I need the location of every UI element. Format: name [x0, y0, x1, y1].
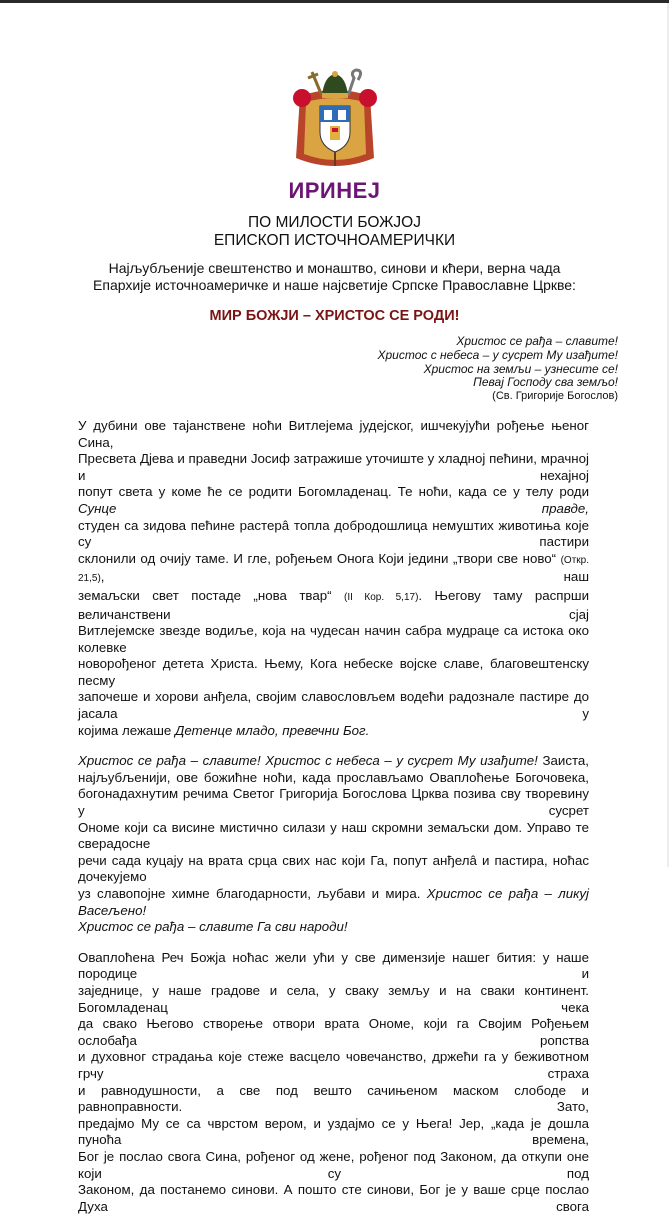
- title-line-1: ПО МИЛОСТИ БОЖЈОЈ: [248, 214, 421, 231]
- text-line: и равнодушности, а све под вешто сачињеном маском слободе и равноправности. Зато,: [78, 1082, 589, 1115]
- text-line: и духовног страдања које стеже васцело човечанство, држећи га у беживотном грчу страха: [78, 1049, 589, 1081]
- text-run: попут света у коме ће се родити Богомладенац. Те ноћи, када се у телу роди: [78, 484, 589, 500]
- text-line: У дубини ове тајанствене ноћи Витлејема јудејског, ишчекујући рођење њеног Сина,: [78, 417, 589, 450]
- text-run: уз славопојне химне благодарности, љубави и мира.: [78, 886, 427, 902]
- text-line: [78, 753, 589, 770]
- text-line: речи сада куцају на врата срца свих нас који Га, попут анђелâ и пастира, ноћас дочекујемо: [78, 852, 589, 885]
- window-top-bar: [0, 0, 669, 3]
- scripture-reference: (Откр. 21,5): [78, 554, 589, 585]
- text-line: заједнице, у наше градове и села, у сваку земљу и на сваки континент. Богомладенац чека: [78, 982, 589, 1015]
- epigraph-line: Певај Господу сва земљо!: [473, 375, 618, 390]
- text-run: , наш: [100, 569, 589, 585]
- italic-run: Христос се рађа – славите! Христос с небеса – у сусрет Му изађите!: [78, 753, 538, 769]
- italic-run: Христос се рађа – ликуј Васељено!: [78, 886, 589, 918]
- title-line-2: ЕПИСКОП ИСТОЧНОАМЕРИЧКИ: [213, 232, 456, 249]
- epigraph-line: Христос с небеса – у сусрет Му изађите!: [377, 347, 618, 362]
- text-line: да свако Његово створење отвори врата Ономе, који га Својим Рођењем ослобађа ропства: [78, 1016, 589, 1048]
- text-line: започеше и хорови анђела, својим славословљем водећи радознале пастире до јасала у: [78, 689, 589, 722]
- bishop-name: ИРИНЕЈ: [288, 178, 381, 203]
- scripture-reference: (II Кор. 5,17): [343, 591, 419, 603]
- epigraph-source: (Св. Григорије Богослов): [492, 390, 618, 403]
- paragraph-2: [78, 753, 589, 936]
- text-line: Бог је послао свога Сина, рођеног од жене, рођеног под Законом, да откупи оне који су под: [78, 1148, 589, 1181]
- text-run: земаљски свет постаде „нова твар“: [78, 587, 344, 603]
- text-line: новорођеног детета Христа. Њему, Кога небеске војске славе, благовештенску песму: [78, 656, 589, 688]
- text-run: . Његову таму распрши величанствени сјај: [78, 587, 589, 622]
- text-line: [78, 723, 589, 740]
- text-line: [78, 484, 589, 517]
- text-line: богонадахнутим речима Светог Григорија Богослова Црква позива сву творевину у сусрет: [78, 786, 589, 819]
- text-line: Витлејемске звезде водиље, која на чудесан начин сабра мудраце са истока око колевке: [78, 623, 589, 655]
- text-line: студен са зидова пећине растерâ топла добродошлица немуштих животиња које су пастири: [78, 517, 589, 550]
- greeting-heading: МИР БОЖЈИ – ХРИСТОС СЕ РОДИ!: [209, 308, 460, 324]
- text-line: предајмо Му се са чврстом вером, и уздајмо се у Њега! Јер, „када је дошла пуноћа времена,: [78, 1115, 589, 1148]
- italic-run: Сунце правде,: [78, 500, 589, 516]
- text-line: [78, 886, 589, 919]
- italic-run: Детенце младо, превечни Бог.: [175, 722, 370, 738]
- text-line: Христос се рађа – славите Га сви народи!: [78, 919, 348, 935]
- text-line: Пресвета Дјева и праведни Јосиф затражише уточиште у хладној пећини, мрачној и нехајној: [78, 451, 589, 483]
- text-run: склонили од очију таме. И гле, рођењем Онога Који једини „твори све ново“: [78, 550, 561, 566]
- address-line-1: Најљубљеније свештенство и монаштво, синови и кћери, верна чада: [108, 260, 561, 276]
- text-line: Законом, да постанемо синови. А пошто сте синови, Бог је у ваше срце послао Духа свога: [78, 1182, 589, 1214]
- coat-of-arms-icon: [290, 66, 380, 176]
- epigraph-line: Христос се рађа – славите!: [456, 334, 618, 348]
- text-run: Заиста,: [537, 753, 589, 769]
- text-line: [78, 551, 589, 588]
- text-line: најљубљенији, ове божићне ноћи, када прослављамо Оваплоћење Богочовека,: [78, 769, 589, 785]
- address-line-2: Епархије источноамеричке и наше најсветије Српске Православне Цркве:: [93, 277, 576, 293]
- paragraph-3: [78, 950, 589, 1215]
- text-line: Ономе који са висине мистично силази у наш скромни земаљски дом. Управо те сверадосне: [78, 819, 589, 852]
- epigraph-line: Христос на земљи – узнесите се!: [423, 361, 618, 376]
- text-line: Оваплоћена Реч Божја ноћас жели ући у све димензије нашег бития: у наше породице и: [78, 949, 589, 982]
- text-line: [78, 588, 589, 623]
- epigraph: [218, 335, 618, 404]
- paragraph-1: [78, 418, 589, 739]
- text-run: којима лежаше: [78, 722, 176, 738]
